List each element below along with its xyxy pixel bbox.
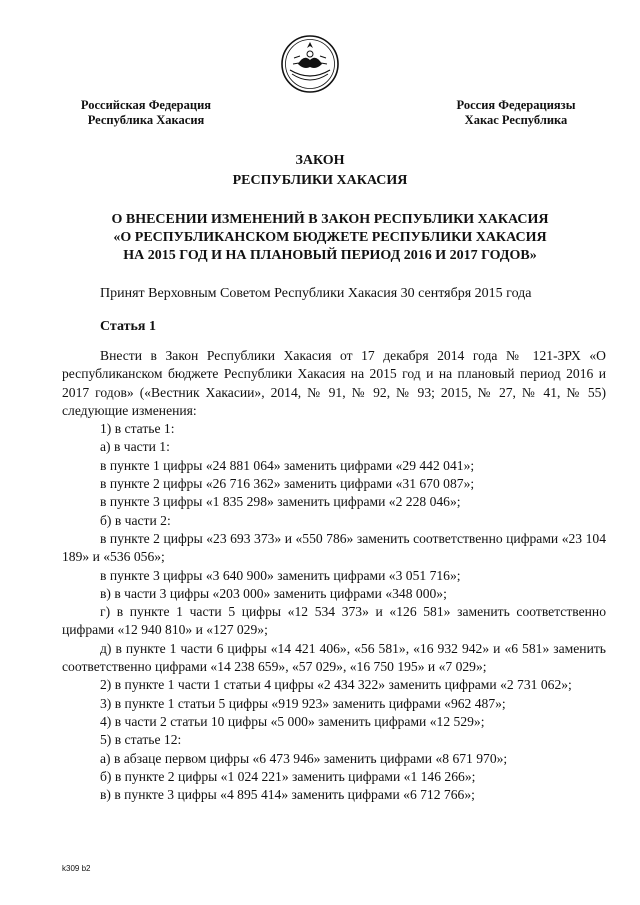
- list-item: в) в пункте 3 цифры «4 895 414» заменить цифрами «6 712 766»;: [100, 787, 475, 803]
- paragraph-intro: Внести в Закон Республики Хакасия от 17 декабря 2014 года № 121-ЗРХ «О республиканском бюджете Республики Хакасия на 2015 год и на плановый период 2016 и 2017 годов» («Вестник Хакасии», 2014, № 91, № 92, № 93; 2015, № 27, № 41, № 55) следующие изменения:: [62, 348, 606, 418]
- header-right-line-2: Хакас Республика: [464, 113, 568, 127]
- footer-code: k309 b2: [62, 864, 91, 873]
- list-item: б) в части 2:: [100, 512, 171, 528]
- adoption-note: Принят Верховным Советом Республики Хакасия 30 сентября 2015 года: [100, 286, 532, 301]
- article-heading: Статья 1: [100, 319, 156, 334]
- header-left-line-1: Российская Федерация: [80, 98, 212, 112]
- coat-of-arms-icon: [280, 34, 340, 94]
- list-item: 4) в части 2 статьи 10 цифры «5 000» заменить цифрами «12 529»;: [100, 713, 485, 729]
- header-left-line-2: Республика Хакасия: [87, 113, 205, 127]
- header-right-line-1: Россия Федерациязы: [456, 98, 576, 112]
- list-item: 3) в пункте 1 статьи 5 цифры «919 923» заменить цифрами «962 487»;: [100, 695, 506, 711]
- list-item: а) в части 1:: [100, 439, 170, 455]
- law-subject-line-1: О ВНЕСЕНИИ ИЗМЕНЕНИЙ В ЗАКОН РЕСПУБЛИКИ ХАКАСИЯ: [111, 212, 549, 227]
- law-subject-line-3: НА 2015 ГОД И НА ПЛАНОВЫЙ ПЕРИОД 2016 И 2017 ГОДОВ»: [123, 248, 537, 263]
- law-subject: [60, 211, 600, 265]
- document-issuer: РЕСПУБЛИКИ ХАКАСИЯ: [232, 173, 408, 188]
- article-body: [62, 347, 606, 804]
- list-item: в) в части 3 цифры «203 000» заменить цифрами «348 000»;: [100, 585, 447, 601]
- header-left: [66, 98, 226, 128]
- list-item: д) в пункте 1 части 6 цифры «14 421 406», «56 581», «16 932 942» и «6 581» заменить соответственно цифрами «14 238 659», «57 029», «16 750 195» и «7 029»;: [62, 640, 606, 675]
- list-item: в пункте 1 цифры «24 881 064» заменить цифрами «29 442 041»;: [100, 457, 475, 473]
- list-item: в пункте 2 цифры «23 693 373» и «550 786» заменить соответственно цифрами «23 104 189» и «536 056»;: [62, 530, 606, 565]
- document-type: ЗАКОН: [295, 153, 345, 168]
- law-subject-line-2: «О РЕСПУБЛИКАНСКОМ БЮДЖЕТЕ РЕСПУБЛИКИ ХАКАСИЯ: [113, 230, 547, 245]
- list-item: г) в пункте 1 части 5 цифры «12 534 373» и «126 581» заменить соответственно цифрами «12 940 810» и «127 029»;: [62, 604, 606, 638]
- header-right: [436, 98, 596, 128]
- list-item: в пункте 2 цифры «26 716 362» заменить цифрами «31 670 087»;: [100, 476, 475, 492]
- list-item: 2) в пункте 1 части 1 статьи 4 цифры «2 434 322» заменить цифрами «2 731 062»;: [100, 677, 572, 693]
- list-item: 5) в статье 12:: [100, 732, 182, 748]
- list-item: б) в пункте 2 цифры «1 024 221» заменить цифрами «1 146 266»;: [100, 768, 476, 784]
- list-item: в пункте 3 цифры «1 835 298» заменить цифрами «2 228 046»;: [100, 494, 461, 510]
- list-item: а) в абзаце первом цифры «6 473 946» заменить цифрами «8 671 970»;: [100, 750, 508, 766]
- list-item: 1) в статье 1:: [100, 421, 175, 437]
- list-item: в пункте 3 цифры «3 640 900» заменить цифрами «3 051 716»;: [100, 567, 461, 583]
